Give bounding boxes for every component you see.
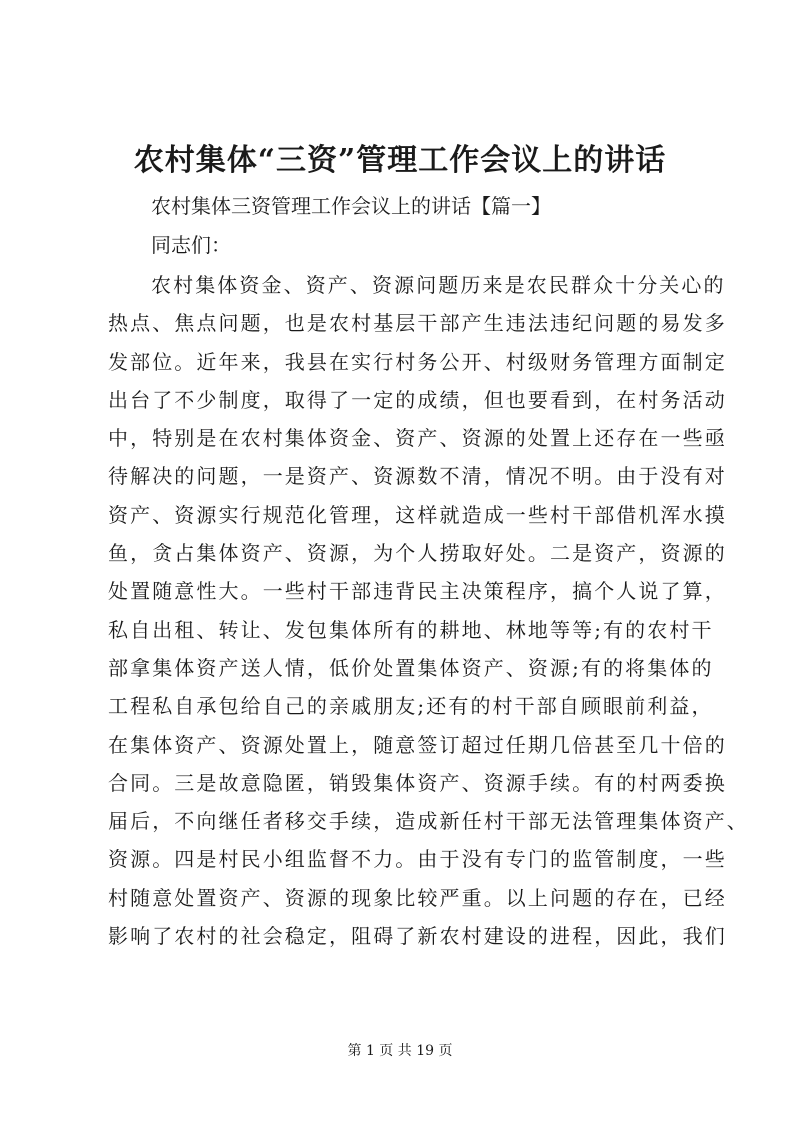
body-line: 合同。三是故意隐匿，销毁集体资产、资源手续。有的村两委换 <box>108 770 727 795</box>
document-title: 农村集体“三资”管理工作会议上的讲话 <box>133 143 667 178</box>
body-line: 届后，不向继任者移交手续，造成新任村干部无法管理集体资产、 <box>108 809 749 834</box>
body-line: 农村集体资金、资产、资源问题历来是农民群众十分关心的 <box>151 273 726 297</box>
body-line: 资源。四是村民小组监督不力。由于没有专门的监管制度，一些 <box>108 847 727 872</box>
body-line: 工程私自承包给自己的亲戚朋友;还有的村干部自顾眼前利益， <box>108 694 714 719</box>
body-line: 出台了不少制度，取得了一定的成绩，但也要看到，在村务活动 <box>108 387 727 412</box>
document-subtitle: 农村集体三资管理工作会议上的讲话【篇一】 <box>151 194 551 218</box>
body-line: 私自出租、转让、发包集体所有的耕地、林地等等;有的农村干 <box>108 617 714 642</box>
body-line: 处置随意性大。一些村干部违背民主决策程序，搞个人说了算， <box>108 579 727 604</box>
body-line: 热点、焦点问题，也是农村基层干部产生违法违纪问题的易发多 <box>108 311 727 336</box>
body-line: 村随意处置资产、资源的现象比较严重。以上问题的存在，已经 <box>108 885 727 910</box>
body-line: 发部位。近年来，我县在实行村务公开、村级财务管理方面制定 <box>108 349 727 374</box>
body-line: 影响了农村的社会稳定，阻碍了新农村建设的进程，因此，我们 <box>108 924 727 949</box>
body-paragraph <box>108 266 749 955</box>
page-indicator: 第 1 页 共 19 页 <box>347 1043 453 1059</box>
body-line: 待解决的问题，一是资产、资源数不清，情况不明。由于没有对 <box>108 464 727 489</box>
body-line: 部拿集体资产送人情，低价处置集体资产、资源;有的将集体的 <box>108 655 714 680</box>
body-line: 鱼，贪占集体资产、资源，为个人捞取好处。二是资产，资源的 <box>108 541 727 566</box>
body-line: 中，特别是在农村集体资金、资产、资源的处置上还存在一些亟 <box>108 426 727 451</box>
body-line: 在集体资产、资源处置上，随意签订超过任期几倍甚至几十倍的 <box>108 732 727 757</box>
greeting-line: 同志们： <box>151 233 231 257</box>
body-line: 资产、资源实行规范化管理，这样就造成一些村干部借机浑水摸 <box>108 502 727 527</box>
